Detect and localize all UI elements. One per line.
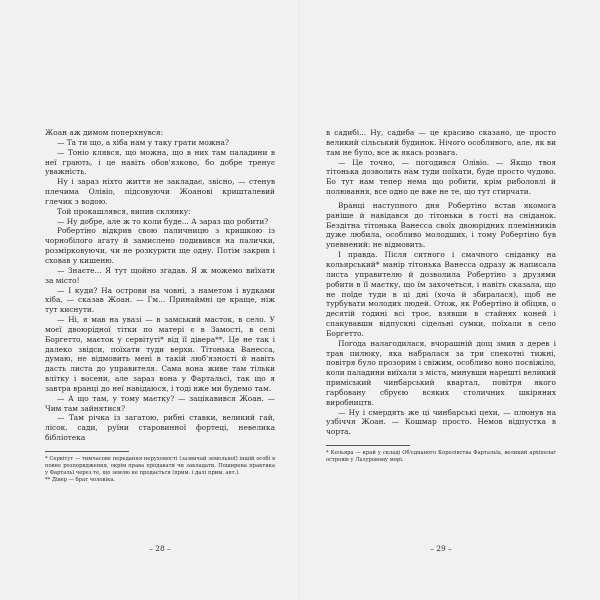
left-page xyxy=(45,128,275,484)
right-page xyxy=(326,128,556,464)
footnote-divider xyxy=(326,445,410,446)
left-paragraph-2: — Та ти що, а хіба нам у таку грати можна? xyxy=(57,137,229,147)
left-paragraph-10: — Ні, я мав на увазі — в замський масток, в село. У моєї двоюрідної тітки по матері є в Замості, в селі Боргетто, маєток у сервітуті* від її дівера**. Це не так і далеко звідси, поїхати туди верхи. Тітонька Ванесса, думаю, не відмовить мені в такій люб'язності й навіть дасть листа до управителя. Сама вона живе там тільки влітку і восени, але зараз вона у Фартальсі, так що я завтра вранці до неї навідаюся, і тоді вже ми будемо там. xyxy=(45,315,275,393)
right-paragraph-1: в садибі... Ну, садиба — це красиво сказано, це просто великий сільський будинок. Нічого особливого, але, як ви там не було, все ж якась розвага. xyxy=(326,128,556,157)
book-gutter xyxy=(299,0,301,600)
right-paragraph-4: І правда. Після ситного і смачного сніданку на кольярський* манір тітонька Ванесса одразу ж написала листа управителю й дозволила Робертіно з друзями робити в її маєтку, що їм захочеться, і навіть сказала, що не поїде туди в ці дні (хоча й збиралася), щоб не турбувати молодих людей. Отож, як Робертіно й обіцяв, о десятій годині всі троє, взявши в стайнях коней і спакувавши відпускні сідельні сумки, поїхали в село Боргетто. xyxy=(326,250,556,338)
footnote-diver: ** Дівер — брат чоловіка. xyxy=(45,477,116,483)
footnote-servitut: * Сервітут — тимчасове передання нерухомості (зазвичай земельної) іншій особі в повне розпорядження, окрім права продавати чи закладати. Поширена практика у Фартальї через те, що землю не продається (прим. і далі прим. авт.). xyxy=(45,456,275,476)
left-paragraph-6: — Ну добре, але ж то коли буде... А зараз що робити? xyxy=(57,216,269,226)
left-paragraph-11: — А що там, у тому маєтку? — зацікавився Жоан. — Чим там зайнятися? xyxy=(45,393,275,413)
page-number-left: – 28 – xyxy=(149,544,171,553)
left-paragraph-7: Робертіно відкрив свою паличницю з кришкою із чорнобілого агату й замислено подивився на палички, розмірковуючи, чи не розкурити ще одну. Потім закрив і сховав у кишеню. xyxy=(45,226,275,265)
left-paragraph-5: Той прокашлявся, випив склянку: xyxy=(57,206,191,216)
page-number-right: – 29 – xyxy=(430,544,452,553)
right-paragraph-3: Вранці наступного дня Робертіно встав якомога раніше й навідався до тітоньки в гості на сніданок. Бездітна тітонька Ванесса своїх двоюрідних племінників дуже любила, особливо молодших, і тому Робертіно був упевнений: не відмовить. xyxy=(326,200,556,250)
left-paragraph-1: Жоан аж димом поперхнувся: xyxy=(45,128,164,137)
footnote-divider xyxy=(45,451,129,452)
left-paragraph-8: — Знаєте... Я тут щойно згадав. Я ж можемо виїхати за місто! xyxy=(45,265,275,285)
right-paragraph-6: — Ну і смердять же ці чинбарські цехи, — плюнув на узбіччя Жоан. — Кошмар просто. Немов відпустка в чорта. xyxy=(326,407,556,437)
left-paragraph-9: — І куди? На острови на човні, з наметом і вудками хіба, — сказав Жоан. — Гм... Принаймні це краще, ніж тут киснути. xyxy=(45,285,275,315)
right-paragraph-2: — Це точно, — погодився Олівіо. — Якщо твоя тітонька дозволить нам туди поїхати, буде просто чудово. Бо тут нам тепер нема що робити, крім риболовлі й полювання, все одно це вже не те, що тут стирчати. xyxy=(326,157,556,197)
footnote-kolyara: * Кольяра — край у складі Об'єднаного Королівства Фартальїа, великий архіпелаг островів у Лазуровому морі. xyxy=(326,450,556,464)
left-paragraph-12: — Там річка із загатою, рибні ставки, великий гай, лісок, сади, руїни старовинної фортеці, невелика бібліотека xyxy=(45,413,275,443)
left-paragraph-4: Ну і зараз ніхто життя не закладає, звісно, — стенув плечима Олівіо, підсовуючи Жоанові кришталевий глечик з водою. xyxy=(45,177,275,206)
left-paragraph-3: — Тоніо клявся, що можна, що в них там паладини в неї грають, і це навіть обов'язково, бо добре тренує уважність. xyxy=(45,147,275,177)
right-paragraph-5: Погода налагодилася, вчорашній дощ змив з дерев і трав пилюку, яка набралася за три спекотні тижні, повітря було прозорим і свіжим, особливо воно посвіжіло, коли паладини виїхали з міста, минувши нарешті великий приміський чинбарський квартал, повітря якого гарбовану сбруєю всяких столичних шкіряних виробництв. xyxy=(326,338,556,407)
